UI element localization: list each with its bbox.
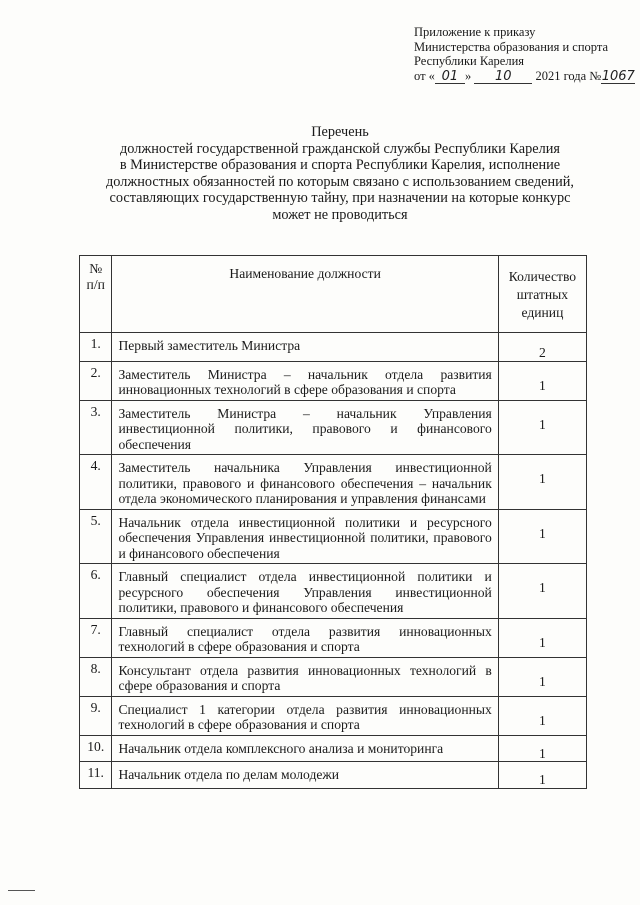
date-day-close: » <box>464 68 472 83</box>
row-qty: 1 <box>498 509 586 564</box>
title-line-4: должностных обязанностей по которым связано с использованием сведений, <box>106 173 574 190</box>
table-row <box>80 400 587 455</box>
row-name: Консультант отдела развития инновационных технологий в сфере образования и спорта <box>112 657 498 696</box>
row-name: Заместитель Министра – начальник отдела развития инновационных технологий в сфере образования и спорта <box>112 361 498 400</box>
table-row <box>80 509 587 564</box>
row-num: 10. <box>80 735 112 762</box>
table-row <box>80 455 587 510</box>
table-row <box>80 696 587 735</box>
row-num: 3. <box>80 400 112 455</box>
handwritten-order-number: 1067 <box>601 68 635 84</box>
row-qty: 1 <box>498 361 586 400</box>
appendix-line-1: Приложение к приказу <box>414 25 536 39</box>
row-qty: 1 <box>498 564 586 619</box>
row-qty: 1 <box>498 657 586 696</box>
appendix-date-line <box>414 69 635 84</box>
row-num: 11. <box>80 762 112 789</box>
row-num: 6. <box>80 564 112 619</box>
document-title <box>70 124 610 224</box>
date-prefix: от « <box>414 68 435 83</box>
row-num: 8. <box>80 657 112 696</box>
table-row <box>80 333 587 362</box>
row-qty: 1 <box>498 618 586 657</box>
table-row <box>80 618 587 657</box>
row-qty: 1 <box>498 400 586 455</box>
row-qty: 1 <box>498 696 586 735</box>
scan-edge-mark <box>8 890 35 891</box>
row-num: 1. <box>80 333 112 362</box>
row-num: 4. <box>80 455 112 510</box>
row-name: Заместитель начальника Управления инвестиционной политики, правового и финансового обеспечения – начальник отдела экономического планирования и управления финансами <box>112 455 498 510</box>
handwritten-month: 10 <box>474 70 532 84</box>
row-qty: 1 <box>498 762 586 789</box>
title-line-3: в Министерстве образования и спорта Республики Карелия, исполнение <box>119 157 561 174</box>
row-name: Специалист 1 категории отдела развития инновационных технологий в сфере образования и спорта <box>112 696 498 735</box>
appendix-block <box>414 25 635 84</box>
title-line-5: составляющих государственную тайну, при назначении на которые конкурс <box>109 190 571 207</box>
date-year: 2021 года № <box>535 68 602 83</box>
table-row <box>80 762 587 789</box>
row-name: Начальник отдела по делам молодежи <box>112 762 498 789</box>
title-line-6: может не проводиться <box>272 206 408 223</box>
row-num: 7. <box>80 618 112 657</box>
row-name: Главный специалист отдела развития инновационных технологий в сфере образования и спорта <box>112 618 498 657</box>
handwritten-day: 01 <box>435 70 465 84</box>
row-qty: 2 <box>498 333 586 362</box>
row-name: Начальник отдела инвестиционной политики и ресурсного обеспечения Управления инвестиционной политики, правового и финансового обеспечения <box>112 509 498 564</box>
row-qty: 1 <box>498 735 586 762</box>
row-num: 2. <box>80 361 112 400</box>
row-qty: 1 <box>498 455 586 510</box>
row-name: Первый заместитель Министра <box>112 333 498 362</box>
title-line-1: Перечень <box>311 124 369 140</box>
row-num: 5. <box>80 509 112 564</box>
table-row <box>80 735 587 762</box>
row-num: 9. <box>80 696 112 735</box>
header-num: № п/п <box>80 256 112 333</box>
appendix-line-2: Министерства образования и спорта <box>414 39 609 54</box>
row-name: Заместитель Министра – начальник Управления инвестиционной политики, правового и финансового обеспечения <box>112 400 498 455</box>
table-row <box>80 564 587 619</box>
table-row <box>80 657 587 696</box>
header-name: Наименование должности <box>112 256 498 333</box>
table-header-row <box>80 256 587 333</box>
row-name: Начальник отдела комплексного анализа и мониторинга <box>112 735 498 762</box>
row-name: Главный специалист отдела инвестиционной политики и ресурсного обеспечения Управления инвестиционной политики, правового и финансового обеспечения <box>112 564 498 619</box>
positions-table <box>79 255 587 789</box>
table-row <box>80 361 587 400</box>
appendix-line-3: Республики Карелия <box>414 54 525 68</box>
header-qty: Количество штатных единиц <box>498 256 586 333</box>
title-line-2: должностей государственной гражданской службы Республики Карелия <box>120 140 560 157</box>
